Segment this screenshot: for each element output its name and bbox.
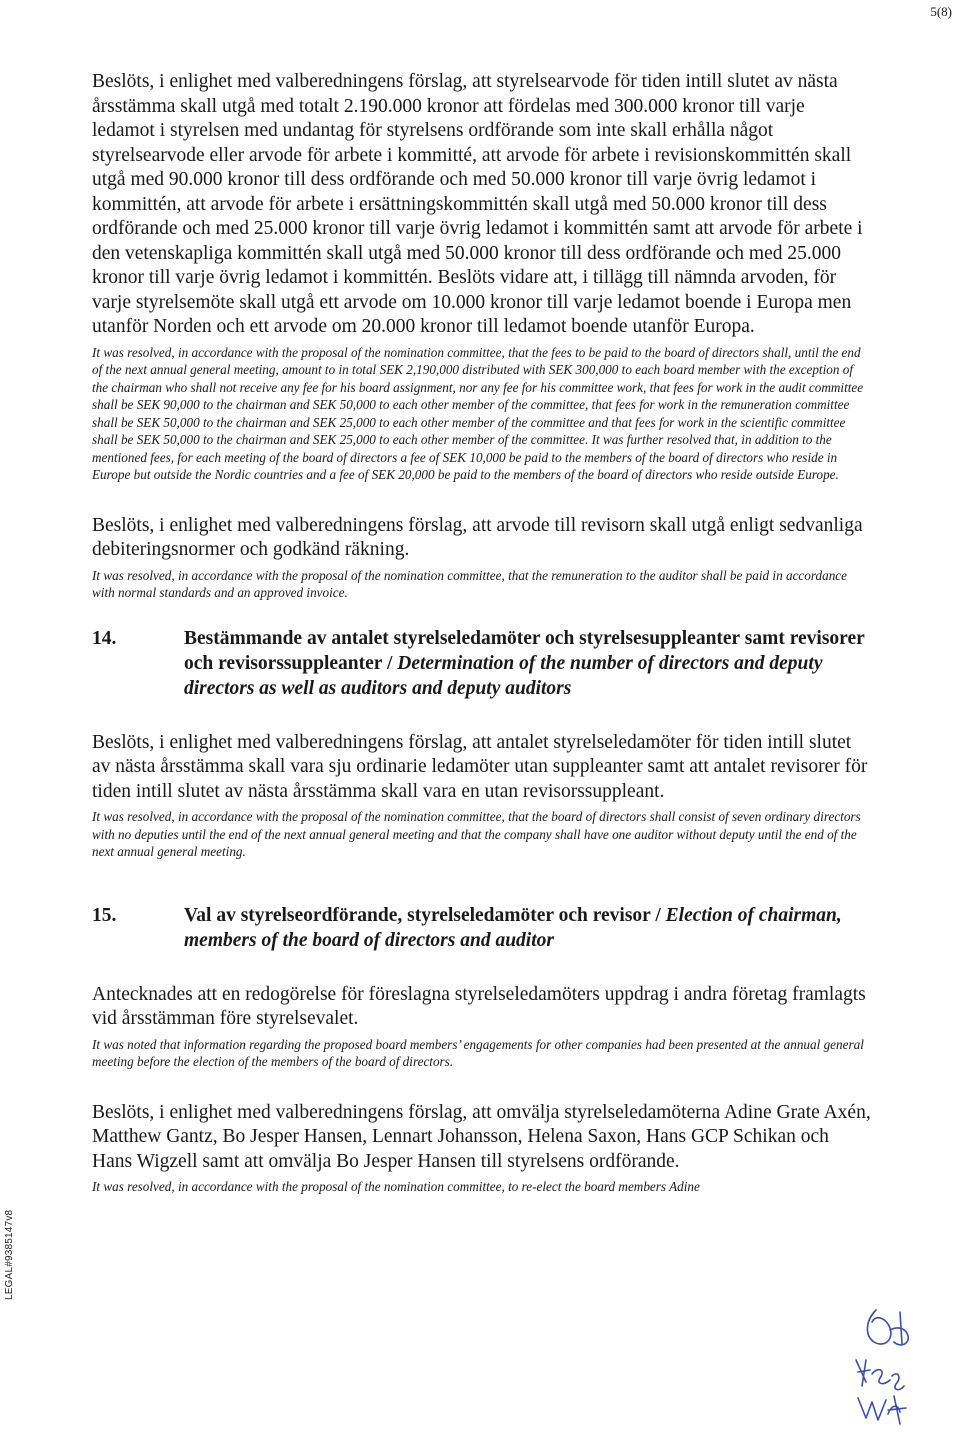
section-heading-15 bbox=[92, 903, 872, 953]
document-reference-label: LEGAL#9385147v8 bbox=[4, 1209, 15, 1300]
page-number: 5(8) bbox=[930, 4, 952, 19]
section-title-swedish: Val av styrelseordförande, styrelseledamöter och revisor / bbox=[184, 904, 666, 926]
section-title-english: Election of chairman, members of the board of directors and auditor bbox=[184, 904, 842, 951]
section-heading-14 bbox=[92, 626, 872, 701]
section-title-english: Determination of the number of directors and deputy directors as well as auditors and deputy auditors bbox=[184, 652, 823, 699]
section-title bbox=[184, 903, 872, 953]
section-title-swedish: Bestämmande av antalet styrelseledamöter och styrelsesuppleanter samt revisorer och revisorssuppleanter / bbox=[184, 627, 865, 674]
section-title bbox=[184, 626, 872, 701]
handwritten-initials-signature bbox=[836, 1300, 946, 1430]
swedish-text: Beslöts, i enlighet med valberedningens förslag, att styrelsearvode för tiden intill slutet av nästa årsstämma skall utgå med totalt 2.190.000 kronor att fördelas med 300.000 kronor till varje ledamot i styrelsen med undantag för styrelsens ordförande som inte skall erhålla något styrelsearvode eller arvode för arbete i kommitté, att arvode för arbete i revisionskommittén skall utgå med 90.000 kronor till dess ordförande och med 50.000 kronor till varje övrig ledamot i kommittén, att arvode för arbete i ersättningskommittén skall utgå med 50.000 kronor till dess ordförande och med 25.000 kronor till varje övrig ledamot i kommittén samt att arvode för arbete i den vetenskapliga kommittén skall utgå med 50.000 kronor till dess ordförande och med 25.000 kronor till varje övrig ledamot i kommittén. Beslöts vidare att, i tillägg till nämnda arvoden, för varje styrelsemöte skall utgå ett arvode om 10.000 kronor till varje ledamot boende i Europa men utanför Norden och ett arvode om 20.000 kronor till ledamot boende utanför Europa. bbox=[92, 71, 863, 337]
swedish-text: Beslöts, i enlighet med valberedningens förslag, att omvälja styrelseledamöterna Adine Grate Axén, Matthew Gantz, Bo Jesper Hansen, Lennart Johansson, Helena Saxon, Hans GCP Schikan och Hans Wigzell samt att omvälja Bo Jesper Hansen till styrelsens ordförande. bbox=[92, 1101, 871, 1172]
section-number: 14. bbox=[92, 627, 117, 649]
resolution-board-fees bbox=[92, 70, 872, 484]
english-translation: It was resolved, in accordance with the proposal of the nomination committee, that the board of directors shall consist of seven ordinary directors with no deputies until the end of the next annual general meeting and that the company shall have one auditor without deputy until the end of the next annual general meeting. bbox=[92, 809, 861, 859]
english-translation: It was resolved, in accordance with the proposal of the nomination committee, that the fees to be paid to the board of directors shall, until the end of the next annual general meeting, amount to in total SEK 2,190,000 distributed with SEK 300,000 to each board member with the exception of the chairman who shall not receive any fee for his board assignment, nor any fee for his committee work, that fees for work in the audit committee shall be SEK 90,000 to the chairman and SEK 50,000 to each other member of the committee, that fees for work in the remuneration committee shall be SEK 50,000 to the chairman and SEK 25,000 to each other member of the committee and that fees for work in the scientific committee shall be SEK 50,000 to the chairman and SEK 25,000 to each other member of the committee. It was further resolved that, in addition to the mentioned fees, for each meeting of the board of directors a fee of SEK 10,000 be paid to the members of the board of directors who reside in Europe but outside the Nordic countries and a fee of SEK 20,000 be paid to the members of the board of directors who reside outside Europe. bbox=[92, 344, 864, 482]
english-translation: It was noted that information regarding the proposed board members’ engagements for other companies had been presented at the annual general meeting before the election of the members of the board of directors. bbox=[92, 1036, 864, 1069]
resolution-auditor-fees bbox=[92, 514, 872, 602]
swedish-text: Beslöts, i enlighet med valberedningens förslag, att antalet styrelseledamöter för tiden intill slutet av nästa årsstämma skall vara sju ordinarie ledamöter utan suppleanter samt att antalet revisorer för tiden intill slutet av nästa årsstämma skall vara en utan revisorssuppleant. bbox=[92, 731, 868, 802]
resolution-board-election bbox=[92, 1101, 872, 1196]
note-board-engagements bbox=[92, 983, 872, 1071]
section-number: 15. bbox=[92, 904, 117, 926]
swedish-text: Antecknades att en redogörelse för föreslagna styrelseledamöters uppdrag i andra företag framlagts vid årsstämman före styrelsevalet. bbox=[92, 983, 866, 1029]
english-translation: It was resolved, in accordance with the proposal of the nomination committee, to re-elect the board members Adine bbox=[92, 1179, 700, 1194]
document-body bbox=[92, 70, 872, 1196]
resolution-number-of-directors bbox=[92, 731, 872, 861]
swedish-text: Beslöts, i enlighet med valberedningens förslag, att arvode till revisorn skall utgå enligt sedvanliga debiteringsnormer och godkänd räkning. bbox=[92, 514, 863, 560]
english-translation: It was resolved, in accordance with the proposal of the nomination committee, that the remuneration to the auditor shall be paid in accordance with normal standards and an approved invoice. bbox=[92, 567, 847, 600]
